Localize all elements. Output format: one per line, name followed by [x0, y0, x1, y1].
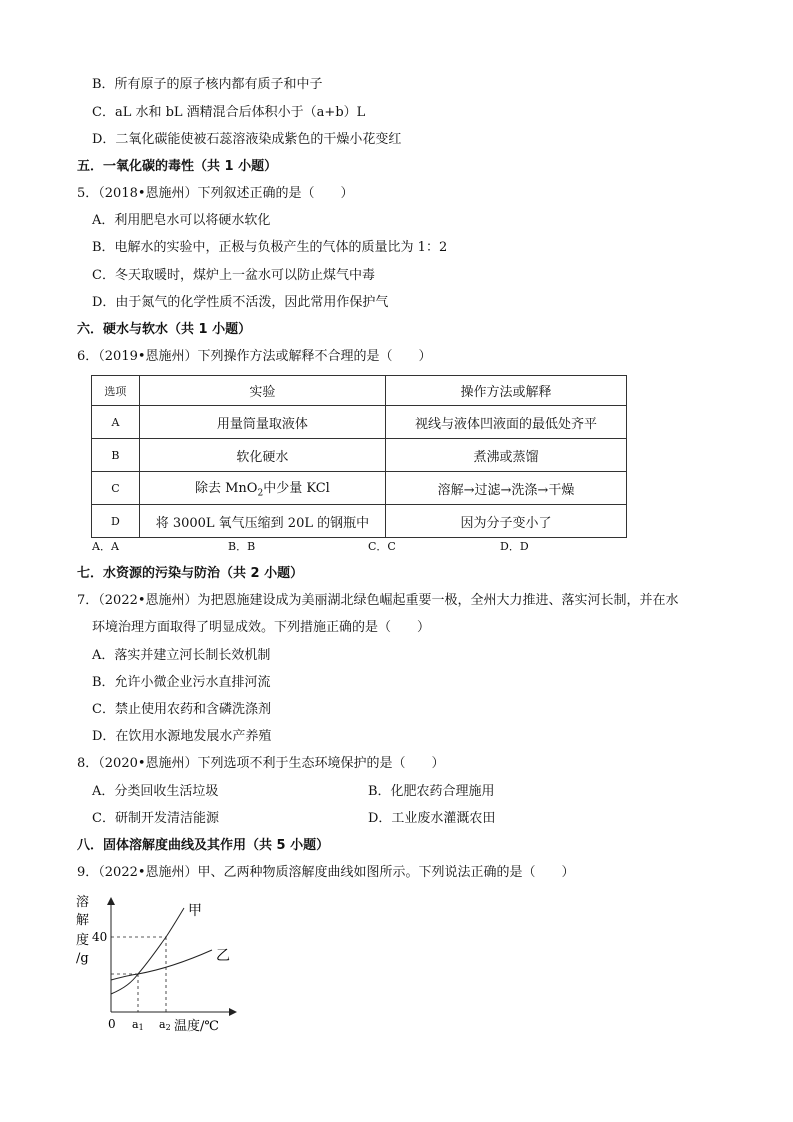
q8-option-d: D．工业废水灌溉农田 [368, 811, 496, 826]
x-tick-a1: a1 [132, 1018, 144, 1032]
q7-stem-line-1: 7．（2022•恩施州）为把恩施建设成为美丽湖北绿色崛起重要一极，全州大力推进、落实河长制，并在水 [77, 593, 679, 608]
q6-stem: 6．（2019•恩施州）下列操作方法或解释不合理的是（ ） [77, 349, 432, 364]
section-6-heading: 六．硬水与软水（共 1 小题） [77, 322, 252, 337]
formula-subscript: 2 [257, 488, 264, 499]
table-cell-method: 因为分子变小了 [385, 505, 626, 538]
section-7-heading: 七．水资源的污染与防治（共 2 小题） [77, 566, 304, 581]
q6-option-d: D．D [500, 540, 529, 553]
section-5-heading: 五．一氧化碳的毒性（共 1 小题） [77, 159, 278, 174]
q9-stem: 9．（2022•恩施州）甲、乙两种物质溶解度曲线如图所示。下列说法正确的是（ ） [77, 865, 575, 880]
table-cell-experiment: 将 3000L 氧气压缩到 20L 的钢瓶中 [139, 505, 385, 538]
curve-label-yi: 乙 [216, 948, 230, 964]
formula-text: 除去 MnO [194, 481, 258, 497]
y-label-char: 度 [76, 933, 90, 948]
table-cell-option: A [92, 406, 140, 439]
q4-option-d: D．二氧化碳能使被石蕊溶液染成紫色的干燥小花变红 [92, 132, 402, 147]
x-tick-a2: a2 [159, 1018, 171, 1032]
y-label-char: 溶 [76, 895, 90, 910]
table-cell-method: 溶解→过滤→洗涤→干燥 [385, 472, 626, 505]
y-tick-label: 40 [92, 930, 108, 944]
table-header-cell: 实验 [139, 376, 385, 406]
q4-option-b: B．所有原子的原子核内都有质子和中子 [92, 77, 323, 92]
q6-option-b: B．B [228, 540, 256, 553]
section-8-heading: 八．固体溶解度曲线及其作用（共 5 小题） [77, 838, 330, 853]
y-label-char: 解 [76, 913, 90, 928]
table-cell-experiment: 用量筒量取液体 [139, 406, 385, 439]
q7-option-a: A．落实并建立河长制长效机制 [92, 648, 271, 663]
q6-option-a: A．A [92, 540, 119, 553]
table-cell-method: 煮沸或蒸馏 [385, 439, 626, 472]
table-row [92, 439, 627, 472]
table-header-row [92, 376, 627, 406]
table-cell-option: B [92, 439, 140, 472]
x-axis-label: 温度/℃ [174, 1019, 219, 1034]
q5-option-c: C．冬天取暖时，煤炉上一盆水可以防止煤气中毒 [92, 268, 375, 283]
solubility-curve-figure [70, 890, 270, 1040]
curve-yi [111, 950, 212, 980]
table-cell-option: D [92, 505, 140, 538]
table-cell-option: C [92, 472, 140, 505]
q7-option-c: C．禁止使用农药和含磷洗涤剂 [92, 702, 271, 717]
q5-option-b: B．电解水的实验中，正极与负极产生的气体的质量比为 1：2 [92, 240, 448, 255]
q8-option-b: B．化肥农药合理施用 [368, 784, 495, 799]
q5-option-a: A．利用肥皂水可以将硬水软化 [92, 213, 271, 228]
table-cell-experiment: 软化硬水 [139, 439, 385, 472]
q6-table [91, 375, 627, 538]
table-row [92, 505, 627, 538]
formula-text: 中少量 KCl [263, 481, 330, 497]
table-header-cell: 选项 [92, 376, 140, 406]
q8-option-a: A．分类回收生活垃圾 [92, 784, 219, 799]
table-cell-method: 视线与液体凹液面的最低处齐平 [385, 406, 626, 439]
q4-option-c: C．aL 水和 bL 酒精混合后体积小于（a+b）L [92, 105, 366, 120]
q7-option-d: D．在饮用水源地发展水产养殖 [92, 729, 272, 744]
q5-option-d: D．由于氮气的化学性质不活泼，因此常用作保护气 [92, 295, 389, 310]
q8-stem: 8．（2020•恩施州）下列选项不利于生态环境保护的是（ ） [77, 756, 445, 771]
q6-option-c: C．C [368, 540, 396, 553]
curve-label-jia: 甲 [188, 903, 202, 919]
table-cell-experiment [139, 472, 385, 505]
table-header-cell: 操作方法或解释 [385, 376, 626, 406]
table-row [92, 406, 627, 439]
q5-stem: 5．（2018•恩施州）下列叙述正确的是（ ） [77, 186, 354, 201]
curve-jia [111, 908, 184, 994]
origin-label: 0 [108, 1017, 116, 1031]
table-row [92, 472, 627, 505]
q7-stem-line-2: 环境治理方面取得了明显成效。下列措施正确的是（ ） [92, 620, 431, 635]
y-label-char: /g [76, 951, 89, 966]
q7-option-b: B．允许小微企业污水直排河流 [92, 675, 271, 690]
q8-option-c: C．研制开发清洁能源 [92, 811, 219, 826]
